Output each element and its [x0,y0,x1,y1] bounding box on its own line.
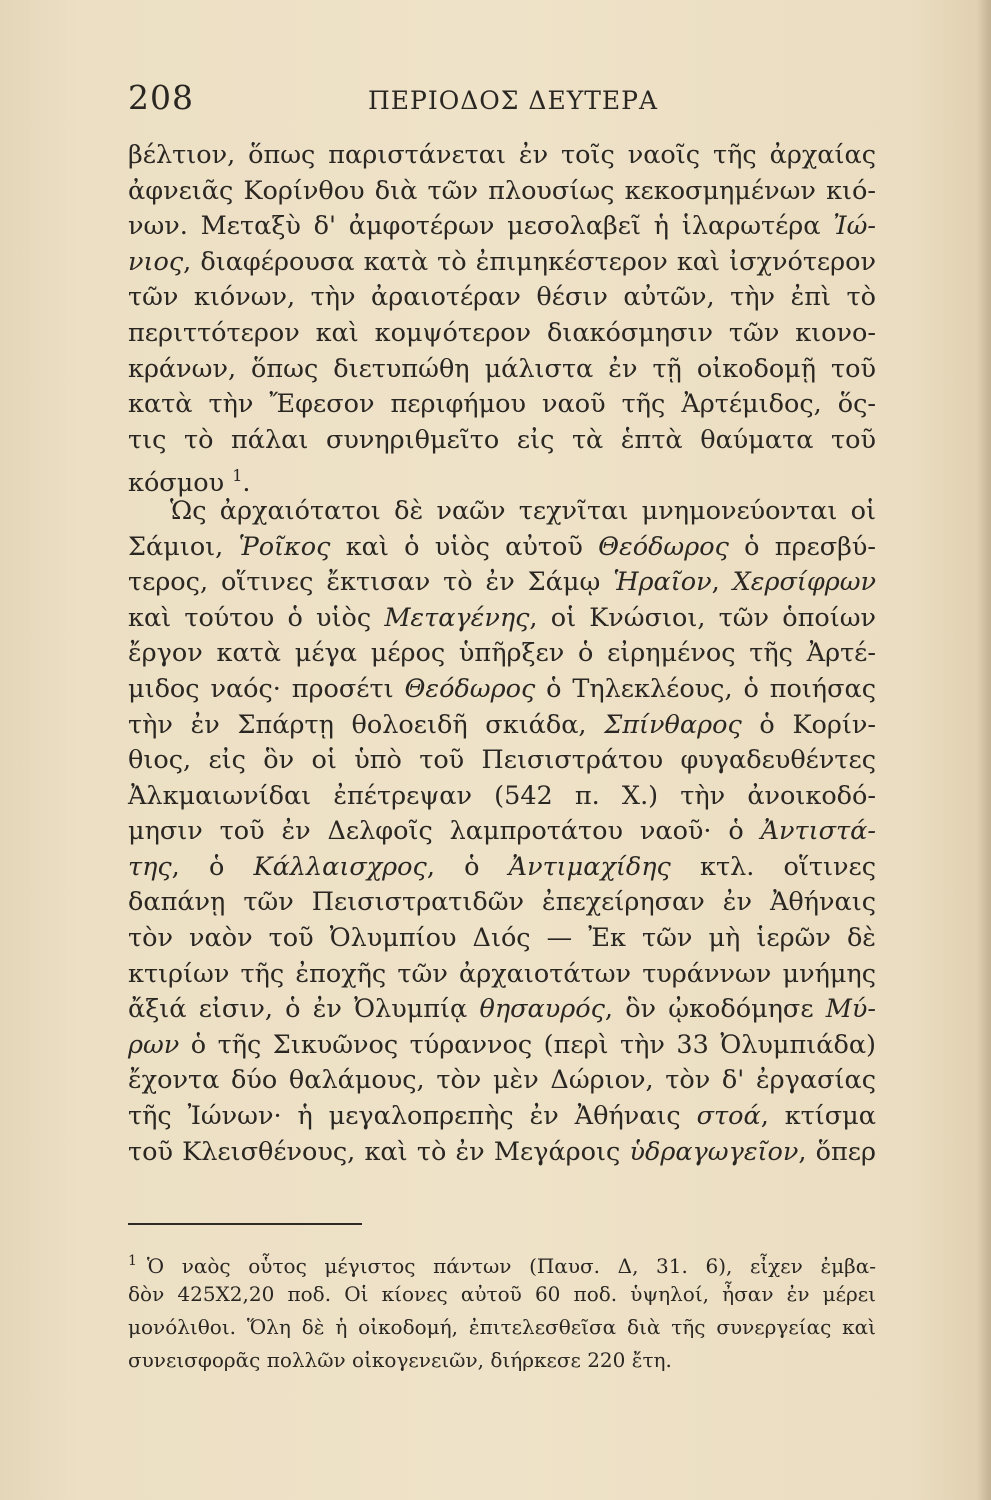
text-line [128,921,876,957]
italic-name: Σπίνθαρος [604,709,742,740]
italic-name: Ἀντιμαχίδης [508,851,671,882]
text-span: βέλτιον, ὅπως παριστάνεται ἐν τοῖς ναοῖς τῆς ἀρχαίας [128,140,876,170]
text-line [128,850,876,886]
text-line [128,423,876,459]
text-span: . [242,468,251,499]
text-span: κτιρίων τῆς ἐποχῆς τῶν ἀρχαιοτάτων τυράννων μνήμης [128,958,876,989]
text-span: τοῦ Κλεισθένους, καὶ τὸ ἐν Μεγάροις [128,1136,630,1167]
body-text [128,138,876,1170]
text-span: δαπάνῃ τῶν Πεισιστρατιδῶν ἐπεχείρησαν ἐν Ἀθήναις [128,887,876,918]
text-line [128,601,876,637]
text-line [128,138,876,174]
text-line [128,1028,876,1064]
text-line [128,352,876,388]
text-span: τὸν ναὸν τοῦ Ὀλυμπίου Διός — Ἐκ τῶν μὴ ἱερῶν δὲ [128,923,876,954]
footnote-marker: 1 [128,1253,137,1269]
italic-name: της [128,851,172,882]
text-span: καὶ τούτου ὁ υἱὸς [128,602,385,633]
footnote [128,1245,876,1377]
text-line [128,280,876,316]
text-span: τερος, οἵτινες ἔκτισαν τὸ ἐν Σάμῳ [128,567,614,598]
paragraph-first-line [128,494,876,530]
text-span: ἔχοντα δύο θαλάμους, τὸν μὲν Δώριον, τὸν δ' ἐργασίας [128,1065,876,1096]
italic-name: Κάλλαισχρος [253,851,427,882]
italic-term: νιος [128,246,184,277]
italic-name: Χερσίφρων [732,567,877,598]
footnote-line [128,1344,876,1377]
italic-name: ρων [128,1029,180,1060]
text-span: δὸν 425Χ2,20 ποδ. Οἱ κίονες αὐτοῦ 60 ποδ. ὑψηλοί, ἦσαν ἐν μέρει [128,1282,876,1306]
text-line [128,1063,876,1099]
italic-name: Θεόδωρος [598,531,729,562]
text-span: , ὁ [426,851,509,882]
italic-name: Ἀντιστά- [760,816,876,847]
footnote-line [128,1278,876,1311]
text-span: τις τὸ πάλαι συνηριθμεῖτο εἰς τὰ ἑπτὰ θαύματα τοῦ [128,424,876,455]
italic-name: Μύ- [825,994,876,1025]
text-span: ὁ Κορίν- [741,709,876,740]
text-line [128,387,876,423]
text-line [128,1135,876,1171]
text-span: , οἱ Κνώσιοι, τῶν ὁποίων [529,602,876,633]
footnote-divider [128,1223,362,1225]
italic-term: Ἰώ- [833,211,876,242]
text-span: ἔργον κατὰ μέγα μέρος ὑπῆρξεν ὁ εἰρημένος τῆς Ἀρτέ- [128,638,876,669]
text-span: τῆς Ἰώνων· ἡ μεγαλοπρεπὴς ἐν Ἀθήναις [128,1101,697,1132]
italic-term: στοά [696,1101,761,1132]
italic-term: ὑδραγωγεῖον [629,1136,799,1167]
text-span: ὁ Τηλεκλέους, ὁ ποιήσας [535,673,876,704]
text-line [128,814,876,850]
text-line [128,885,876,921]
italic-name: Μεταγένης [384,602,530,633]
page-edge-shadow [977,0,991,1500]
text-line [128,992,876,1028]
text-line [128,636,876,672]
text-span: περιττότερον καὶ κομψότερον διακόσμησιν τῶν κιονο- [128,317,876,348]
text-span: μονόλιθοι. Ὅλη δὲ ἡ οἰκοδομή, ἐπιτελεσθεῖσα διὰ τῆς συνεργείας καὶ [128,1315,876,1339]
text-line [128,672,876,708]
text-span: συνεισφορᾶς πολλῶν οἰκογενειῶν, διήρκεσε 220 ἔτη. [128,1348,672,1372]
footnote-line [128,1245,876,1278]
text-span: κράνων, ὅπως διετυπώθη μάλιστα ἐν τῇ οἰκοδομῇ τοῦ [128,353,876,384]
text-span: κατὰ τὴν Ἔφεσον περιφήμου ναοῦ τῆς Ἀρτέμιδος, ὅς- [128,389,876,420]
text-span: τῶν κιόνων, τὴν ἀραιοτέραν θέσιν αὐτῶν, τὴν ἐπὶ τὸ [128,282,876,313]
text-span: , κτίσμα [760,1101,876,1132]
page-number: 208 [128,78,194,117]
italic-name: Θεόδωρος [404,673,536,704]
text-span: κόσμου [128,468,225,499]
text-line [128,245,876,281]
footnote-line [128,1311,876,1344]
text-line [128,779,876,815]
italic-name: Ἡραῖον [613,567,712,598]
text-span: ἀφνειᾶς Κορίνθου διὰ τῶν πλουσίως κεκοσμημένων κιό- [128,175,876,206]
text-line [128,458,876,499]
text-line [128,957,876,993]
text-span: , διαφέρουσα κατὰ τὸ ἐπιμηκέστερον καὶ ἰσχνότερον [183,246,876,277]
text-line [128,743,876,779]
text-span: νων. Μεταξὺ δ' ἀμφοτέρων μεσολαβεῖ ἡ ἱλαρωτέρα [128,211,834,242]
text-line [128,316,876,352]
italic-term: θησαυρός [479,994,605,1025]
text-span: , ὁ [171,851,254,882]
page-header [128,78,876,118]
text-span: , [711,567,733,598]
text-span: Σάμιοι, [128,531,239,562]
text-span: ὁ πρεσβύ- [728,531,876,562]
text-span: ἄξιά εἰσιν, ὁ ἐν Ὀλυμπίᾳ [128,994,480,1025]
running-head: ΠΕΡΙΟΔΟΣ ΔΕΥΤΕΡΑ [368,86,659,115]
text-span: τὴν ἐν Σπάρτῃ θολοειδῆ σκιάδα, [128,709,605,740]
text-span: κτλ. οἵτινες [670,851,876,882]
text-span: Ὁ ναὸς οὗτος μέγιστος πάντων (Παυσ. Δ, 31. 6), εἶχεν ἐμβα- [146,1254,876,1278]
text-span: , ὅπερ [798,1136,876,1167]
text-line [128,565,876,601]
text-line [128,1099,876,1135]
italic-name: Ῥοῖκος [238,531,331,562]
text-span: ὁ τῆς Σικυῶνος τύραννος (περὶ τὴν 33 Ὀλυμπιάδα) [179,1029,876,1060]
text-span: Ἀλκμαιωνίδαι ἐπέτρεψαν (542 π. Χ.) τὴν ἀνοικοδό- [128,780,876,811]
text-line [128,530,876,566]
text-span: μιδος ναός· προσέτι [128,673,405,704]
text-line [128,708,876,744]
text-line [128,209,876,245]
text-span: θιος, εἰς ὃν οἱ ὑπὸ τοῦ Πεισιστράτου φυγαδευθέντες [128,745,876,776]
text-span: , ὃν ᾠκοδόμησε [604,994,826,1025]
footnote-reference: 1 [232,466,243,486]
text-span: καὶ ὁ υἱὸς αὐτοῦ [330,531,599,562]
text-span: Ὡς ἀρχαιότατοι δὲ ναῶν τεχνῖται μνημονεύονται οἱ [170,495,876,526]
text-span: μησιν τοῦ ἐν Δελφοῖς λαμπροτάτου ναοῦ· ὁ [128,816,761,847]
text-line [128,174,876,210]
